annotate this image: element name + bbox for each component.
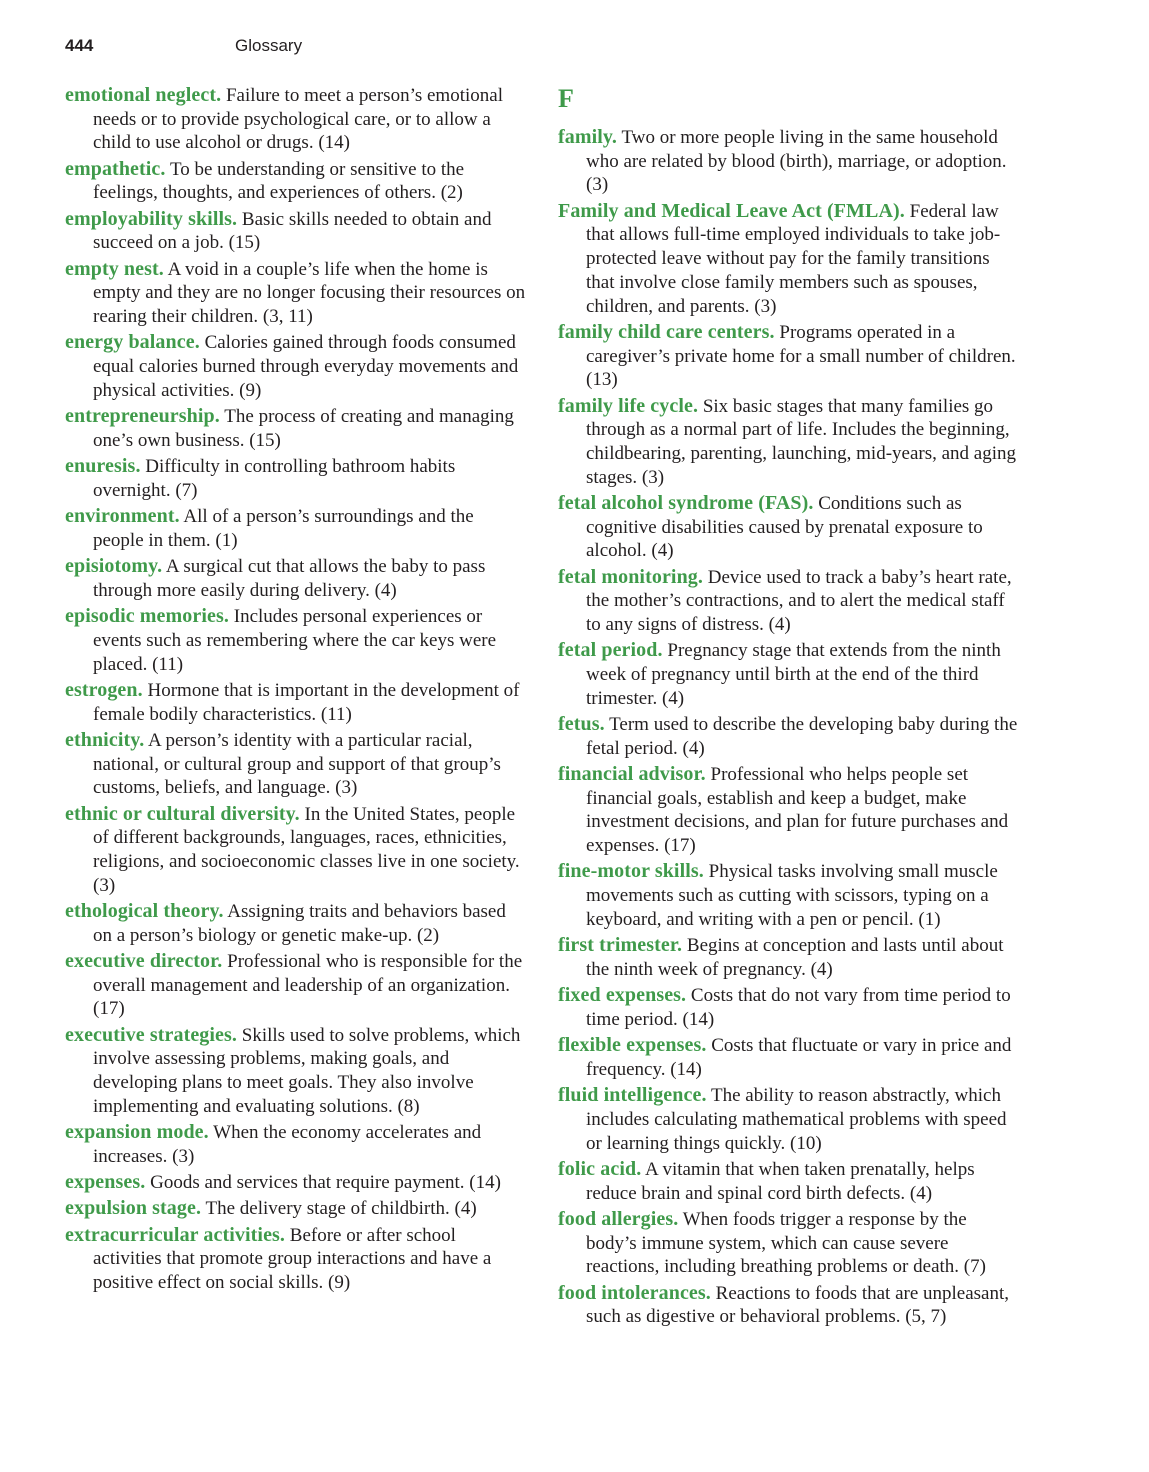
right-column	[558, 84, 1020, 1332]
glossary-term: fine-motor skills.	[558, 860, 704, 883]
glossary-term: fetal alcohol syndrome (FAS).	[558, 491, 814, 514]
glossary-definition: Begins at conception and lasts until about the ninth week of pregnancy. (4)	[586, 935, 1004, 980]
glossary-entry	[65, 331, 527, 402]
glossary-definition: Pregnancy stage that extends from the ninth week of pregnancy until birth at the end of the third trimester. (4)	[586, 640, 1001, 709]
glossary-term: episiotomy.	[65, 555, 163, 578]
glossary-definition: Skills used to solve problems, which involve assessing problems, making goals, and developing plans to meet goals. They also involve implementing and evaluating solutions. (8)	[93, 1024, 521, 1117]
glossary-term: fetus.	[558, 713, 605, 736]
glossary-term: first trimester.	[558, 934, 683, 957]
glossary-definition: Costs that do not vary from time period to time period. (14)	[586, 985, 1011, 1030]
glossary-entry	[65, 455, 527, 502]
glossary-term: energy balance.	[65, 331, 200, 354]
glossary-definition: Hormone that is important in the development of female bodily characteristics. (11)	[93, 679, 520, 725]
glossary-entry	[558, 566, 1020, 637]
glossary-definition: The process of creating and managing one’s own business. (15)	[93, 406, 514, 451]
glossary-definition: Federal law that allows full-time employed individuals to take job-protected leave without pay for the family transitions that involve close family members such as spouses, children, and parents. (3)	[586, 200, 1001, 317]
glossary-term: family.	[558, 126, 618, 148]
glossary-term: estrogen.	[65, 678, 143, 701]
left-column	[65, 84, 527, 1297]
glossary-entry	[65, 1224, 527, 1295]
glossary-entry	[558, 639, 1020, 710]
glossary-term: environment.	[65, 505, 180, 528]
glossary-definition: Failure to meet a person’s emotional needs or to provide psychological care, or to allow a child to use alcohol or drugs. (14)	[93, 85, 503, 154]
glossary-definition: The delivery stage of childbirth. (4)	[205, 1198, 477, 1220]
glossary-term: folic acid.	[558, 1157, 642, 1180]
glossary-term: empathetic.	[65, 157, 166, 180]
glossary-definition: When foods trigger a response by the body’s immune system, which can cause severe reactions, including breathing problems or death. (7)	[586, 1208, 986, 1278]
glossary-term: executive director.	[65, 949, 223, 972]
glossary-definition: Costs that fluctuate or vary in price and frequency. (14)	[586, 1035, 1012, 1080]
glossary-definition: A void in a couple’s life when the home is empty and they are no longer focusing their resources on rearing their children. (3, 11)	[93, 258, 526, 328]
glossary-term: ethnicity.	[65, 728, 145, 751]
glossary-entry	[558, 126, 1020, 197]
glossary-term: enuresis.	[65, 455, 141, 478]
glossary-definition: Conditions such as cognitive disabilities caused by prenatal exposure to alcohol. (4)	[586, 492, 983, 562]
glossary-term: food allergies.	[558, 1207, 679, 1230]
glossary-entry	[65, 729, 527, 800]
glossary-entry	[65, 900, 527, 947]
glossary-entry	[558, 321, 1020, 392]
glossary-definition: Includes personal experiences or events such as remembering where the car keys were placed. (11)	[93, 606, 497, 675]
glossary-definition: A person’s identity with a particular racial, national, or cultural group and support of that group’s customs, beliefs, and language. (3)	[93, 729, 501, 799]
glossary-entry	[65, 1171, 527, 1195]
glossary-term: ethnic or cultural diversity.	[65, 802, 300, 825]
glossary-term: Family and Medical Leave Act (FMLA).	[558, 199, 905, 222]
glossary-entry	[65, 405, 527, 452]
glossary-definition: Reactions to foods that are unpleasant, such as digestive or behavioral problems. (5, 7)	[586, 1282, 1010, 1328]
glossary-definition: Professional who is responsible for the overall management and leadership of an organization. (17)	[93, 950, 523, 1020]
glossary-entry	[65, 950, 527, 1021]
glossary-definition: A surgical cut that allows the baby to pass through more easily during delivery. (4)	[93, 556, 486, 601]
glossary-definition: In the United States, people of different backgrounds, languages, races, ethnicities, religions, and socioeconomic classes live in one society. (3)	[93, 803, 520, 896]
glossary-entry	[65, 555, 527, 602]
glossary-entry	[558, 984, 1020, 1031]
section-letter: F	[558, 84, 574, 113]
glossary-term: episodic memories.	[65, 605, 229, 628]
glossary-definition: Six basic stages that many families go through as a normal part of life. Includes the beginning, childbearing, parenting, launching, mid-years, and aging stages. (3)	[586, 395, 1017, 488]
glossary-entry	[558, 200, 1020, 319]
glossary-term: expansion mode.	[65, 1121, 209, 1144]
glossary-entry	[558, 1084, 1020, 1155]
glossary-term: financial advisor.	[558, 763, 706, 786]
glossary-entry	[558, 1208, 1020, 1279]
glossary-entry	[65, 1121, 527, 1168]
glossary-entry	[65, 1024, 527, 1119]
glossary-definition: Before or after school activities that promote group interactions and have a positive effect on social skills. (9)	[93, 1224, 492, 1294]
glossary-entry	[558, 492, 1020, 563]
glossary-entry	[65, 208, 527, 255]
glossary-entry	[558, 1282, 1020, 1329]
glossary-definition: Professional who helps people set financial goals, establish and keep a budget, make investment decisions, and plan for future purchases and expenses. (17)	[586, 764, 1009, 857]
glossary-term: expenses.	[65, 1171, 146, 1194]
glossary-definition: When the economy accelerates and increases. (3)	[93, 1122, 482, 1167]
glossary-entry	[65, 158, 527, 205]
glossary-definition: Physical tasks involving small muscle movements such as cutting with scissors, typing on a keyboard, and writing with a pen or pencil. (1)	[586, 861, 998, 930]
glossary-term: flexible expenses.	[558, 1034, 707, 1057]
glossary-term: fluid intelligence.	[558, 1084, 707, 1107]
glossary-definition: Device used to track a baby’s heart rate, the mother’s contractions, and to alert the medical staff to any signs of distress. (4)	[586, 566, 1012, 636]
glossary-entry	[558, 713, 1020, 760]
glossary-term: family child care centers.	[558, 320, 775, 343]
page-number: 444	[65, 36, 94, 55]
glossary-entry	[558, 763, 1020, 858]
glossary-term: family life cycle.	[558, 394, 699, 417]
glossary-term: employability skills.	[65, 207, 238, 230]
glossary-term: empty nest.	[65, 257, 164, 280]
glossary-definition: A vitamin that when taken prenatally, helps reduce brain and spinal cord birth defects. (4)	[586, 1158, 975, 1204]
glossary-entry	[65, 505, 527, 552]
glossary-entry	[558, 395, 1020, 490]
glossary-entry	[65, 84, 527, 155]
glossary-definition: The ability to reason abstractly, which includes calculating mathematical problems with speed or learning things quickly. (10)	[586, 1085, 1007, 1154]
glossary-entry	[558, 1158, 1020, 1205]
glossary-entry	[558, 860, 1020, 931]
glossary-definition: Term used to describe the developing baby during the fetal period. (4)	[586, 714, 1018, 759]
glossary-term: ethological theory.	[65, 899, 224, 922]
running-title: Glossary	[235, 36, 303, 55]
glossary-entry	[65, 1197, 527, 1221]
glossary-definition: Programs operated in a caregiver’s private home for a small number of children. (13)	[586, 321, 1016, 391]
glossary-definition: Calories gained through foods consumed equal calories burned through everyday movements and physical activities. (9)	[93, 332, 519, 401]
glossary-entry	[65, 803, 527, 898]
glossary-definition: Assigning traits and behaviors based on a person’s biology or genetic make-up. (2)	[93, 900, 506, 946]
glossary-term: fixed expenses.	[558, 984, 687, 1007]
glossary-entry	[65, 679, 527, 726]
glossary-term: food intolerances.	[558, 1281, 711, 1304]
glossary-definition: Two or more people living in the same household who are related by blood (birth), marriage, or adoption. (3)	[586, 127, 1007, 196]
glossary-term: emotional neglect.	[65, 84, 222, 106]
glossary-entry	[558, 1034, 1020, 1081]
glossary-definition: Goods and services that require payment. (14)	[150, 1172, 501, 1194]
glossary-definition: Basic skills needed to obtain and succeed on a job. (15)	[93, 208, 492, 254]
glossary-definition: All of a person’s surroundings and the people in them. (1)	[93, 506, 474, 551]
glossary-term: entrepreneurship.	[65, 405, 220, 428]
glossary-term: fetal monitoring.	[558, 565, 704, 588]
glossary-term: expulsion stage.	[65, 1197, 202, 1220]
glossary-term: executive strategies.	[65, 1023, 238, 1046]
glossary-term: extracurricular activities.	[65, 1223, 286, 1246]
glossary-entry	[558, 934, 1020, 981]
glossary-definition: To be understanding or sensitive to the feelings, thoughts, and experiences of others. (2)	[93, 158, 465, 204]
glossary-term: fetal period.	[558, 639, 663, 662]
glossary-entry	[65, 605, 527, 676]
glossary-definition: Difficulty in controlling bathroom habits overnight. (7)	[93, 456, 456, 501]
glossary-entry	[65, 258, 527, 329]
